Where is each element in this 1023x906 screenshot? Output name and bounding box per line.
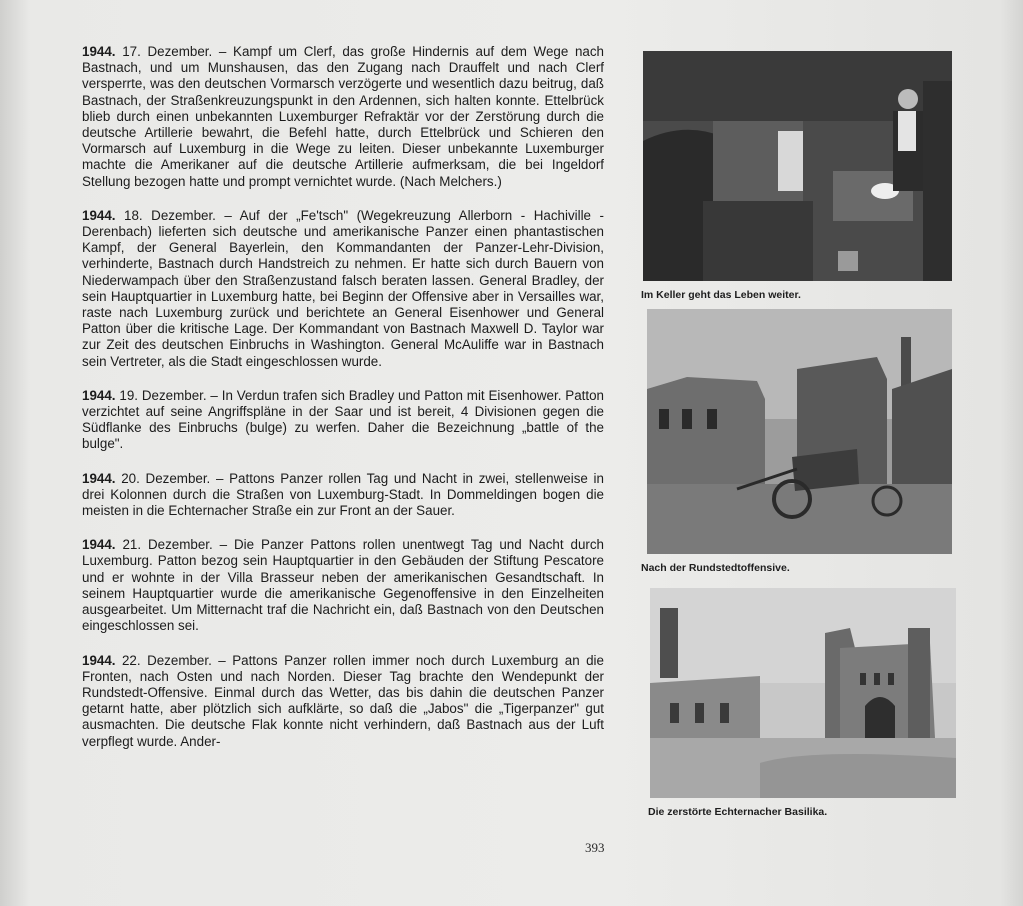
photo-ruins bbox=[647, 309, 952, 554]
text-column bbox=[82, 44, 604, 768]
entry-year: 1944. bbox=[82, 387, 116, 403]
photo-cellar bbox=[643, 51, 952, 281]
basilica-scene-image bbox=[650, 588, 956, 798]
entry-text: 22. Dezember. – Pattons Panzer rollen immer noch durch Luxemburg an die Fronten, nach Osten und nach Norden. Dieser Tag brachte den Wendepunkt der Rundstedt-Offensive. Einmal durch das Wetter, das bis dahin die deutschen Panzer getarnt hatte, aber plötzlich sich aufklärte, so daß die „Jabos" die „Tigerpanzer" gut ausmachten. Die deutsche Flak konnte nicht verhindern, daß Bastnach aus der Luft verpflegt wurde. Ander- bbox=[82, 652, 604, 749]
entry-dec-19 bbox=[82, 388, 604, 453]
entry-year: 1944. bbox=[82, 44, 116, 59]
entry-dec-21 bbox=[82, 537, 604, 634]
entry-dec-22 bbox=[82, 653, 604, 750]
entry-year: 1944. bbox=[82, 537, 116, 553]
photo-caption: Im Keller geht das Leben weiter. bbox=[641, 289, 801, 301]
entry-text: 20. Dezember. – Pattons Panzer rollen Tag und Nacht in zwei, stellenweise in drei Kolonnen durch die Straßen von Luxemburg-Stadt. In Dommeldingen bogen die meisten in die Echternacher Straße ein zur Front an der Sauer. bbox=[82, 470, 604, 519]
entry-text: 18. Dezember. – Auf der „Fe'tsch" (Wegekreuzung Allerborn - Hachiville - Derenbach) lieferten sich deutsche und amerikanische Panzer einen phantastischen Kampf, der General Bayerlein, den Kommandanten der Panzer-Lehr-Division, verhinderte, Bastnach durch Handstreich zu nehmen. Er hatte sich durch Bauern von Niederwampach über den Straßenzustand falsch beraten lassen. General Bradley, der sein Hauptquartier in Luxemburg hatte, bei Beginn der Offensive aber in Versailles war, raste nach Luxemburg zurück und berichtete an General Eisenhower und General Patton über die kritische Lage. Der Kommandant von Bastnach Maxwell D. Taylor war zur Zeit des deutschen Einbruchs in Washington. General McAuliffe war in Bastnach sein Vertreter, als die Stadt eingeschlossen wurde. bbox=[82, 207, 604, 369]
photo-caption: Nach der Rundstedtoffensive. bbox=[641, 562, 790, 574]
entry-dec-17 bbox=[82, 44, 604, 190]
entry-year: 1944. bbox=[82, 652, 116, 668]
entry-dec-20 bbox=[82, 471, 604, 520]
photo-basilica bbox=[650, 588, 956, 798]
page-number: 393 bbox=[585, 840, 605, 855]
ruins-scene-image bbox=[647, 309, 952, 554]
entry-dec-18 bbox=[82, 208, 604, 370]
photo-caption: Die zerstörte Echternacher Basilika. bbox=[648, 806, 828, 818]
entry-text: 19. Dezember. – In Verdun trafen sich Bradley und Patton mit Eisenhower. Patton verzichtet auf seine Angriffspläne in der Saar und ist bereit, 4 Divisionen gegen die Südflanke des Einbruchs (bulge) zu werfen. Daher die Bezeichnung „battle of the bulge". bbox=[82, 387, 604, 452]
cellar-scene-image bbox=[643, 51, 952, 281]
entry-year: 1944. bbox=[82, 470, 116, 486]
entry-year: 1944. bbox=[82, 207, 116, 223]
entry-text: 21. Dezember. – Die Panzer Pattons rollen unentwegt Tag und Nacht durch Luxemburg. Patton bezog sein Hauptquartier in den Gebäuden der Stiftung Pescatore und er wohnte in der Villa Brasseur neben der amerikanischen Gesandtschaft. In seinem Hauptquartier wurde die amerikanische Gegenoffensive in den Einzelheiten ausgearbeitet. Um Mitternacht traf die Nachricht ein, daß Bastnach von den Deutschen eingeschlossen sei. bbox=[82, 537, 604, 634]
entry-text: 17. Dezember. – Kampf um Clerf, das große Hindernis auf dem Wege nach Bastnach, und um Munshausen, das den Zugang nach Drauffelt und nach Clerf versperrte, was den deutschen Vormarsch verzögerte und wesentlich dazu beitrug, daß Bastnach, der Straßenkreuzungspunkt in den Ardennen, sich halten konnte. Ettelbrück blieb durch einen unbekannten Luxemburger Refraktär vor der Zerstörung durch die deutsche Artillerie bewahrt, die Befehl hatte, durch Ettelbrück und Schieren den Vormarsch auf Luxemburg in die Wege zu leiten. Dieser unbekannte Luxemburger machte die Amerikaner auf die deutsche Artillerie aufmerksam, die bei Ingeldorf Stellung bezogen hatte und prompt vernichtet wurde. (Nach Melchers.) bbox=[82, 44, 604, 189]
